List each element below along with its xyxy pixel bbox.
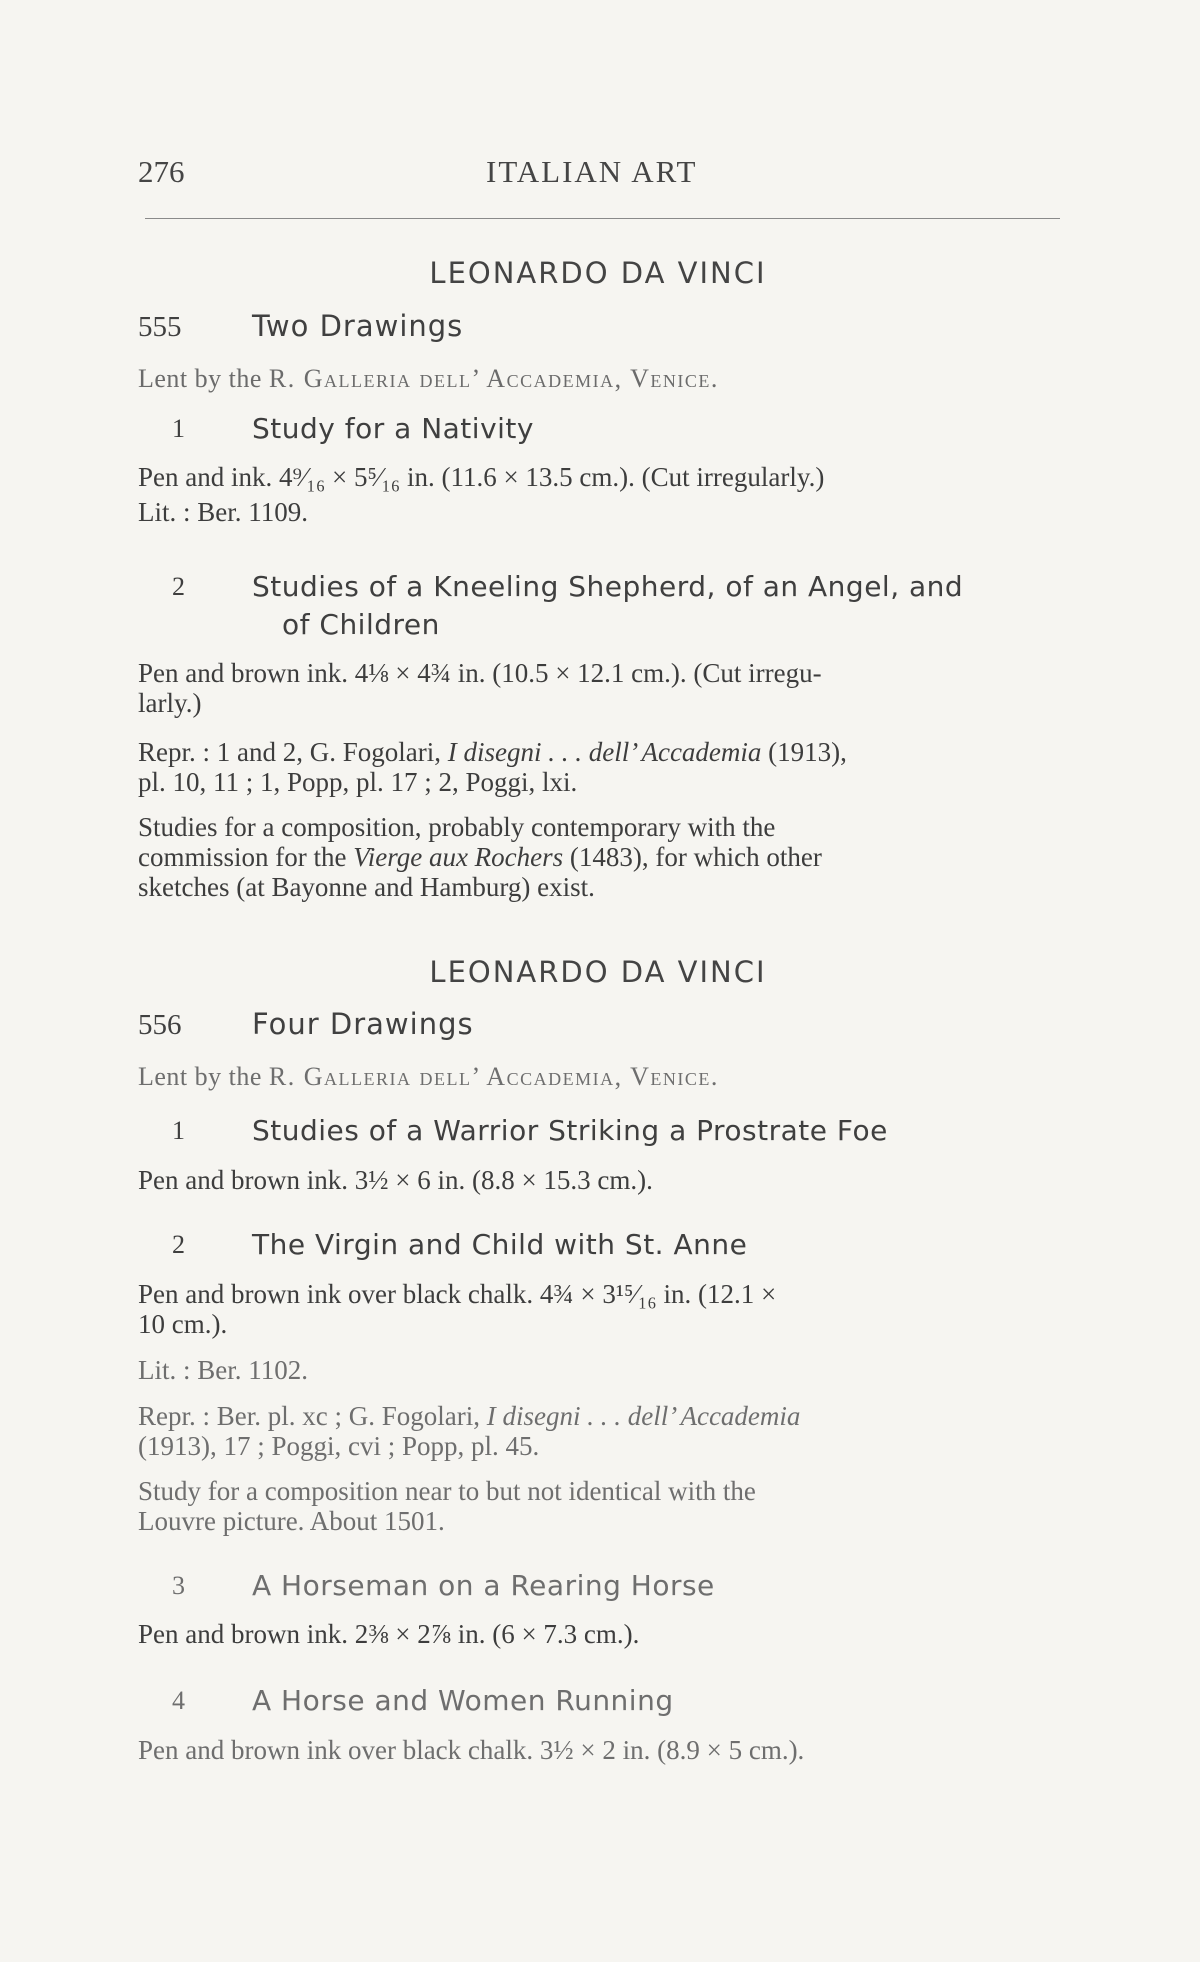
repr-title: I disegni . . . dell’ Accademia — [447, 737, 762, 767]
medium-line: Pen and brown ink over black chalk. 3½ × 2 in. (8.9 × 5 cm.). — [138, 1735, 805, 1765]
sub-item-number: 1 — [172, 414, 185, 443]
catalogue-title: Four Drawings — [252, 1007, 474, 1041]
running-header — [138, 154, 1058, 194]
note-line — [138, 842, 1058, 872]
note-line: Studies for a composition, probably contemporary with the — [138, 812, 776, 842]
sub-item-heading — [138, 568, 1058, 648]
medium-line: Pen and brown ink. 4⅛ × 4¾ in. (10.5 × 12.1 cm.). (Cut irregu- — [138, 658, 822, 688]
catalogue-title: Two Drawings — [252, 309, 464, 343]
medium-line: larly.) — [138, 688, 202, 718]
catalogue-number: 555 — [138, 311, 182, 343]
sub-item-number: 2 — [172, 1230, 185, 1259]
repr-text: Repr. : Ber. pl. xc ; G. Fogolari, — [138, 1401, 487, 1431]
sub-item-number: 2 — [172, 572, 185, 601]
sub-item-title: The Virgin and Child with St. Anne — [252, 1228, 748, 1261]
repr-title: I disegni . . . dell’ Accademia — [486, 1401, 801, 1431]
sub-item-title: A Horseman on a Rearing Horse — [252, 1569, 715, 1602]
lender-name: R. Galleria dell’ Accademia, Venice. — [268, 364, 719, 393]
sub-item-title-line: of Children — [282, 608, 440, 641]
page-number: 276 — [138, 154, 185, 189]
sub-item-title-line: Studies of a Kneeling Shepherd, of an Angel, and — [252, 570, 964, 603]
medium-line: Pen and brown ink. 3½ × 6 in. (8.8 × 15.3 cm.). — [138, 1165, 653, 1195]
sub-item-heading — [138, 1567, 1058, 1607]
literature-line: Lit. : Ber. 1109. — [138, 497, 308, 527]
sub-item-title: A Horse and Women Running — [252, 1684, 674, 1717]
artist-heading: LEONARDO DA VINCI — [429, 955, 767, 989]
note-line: Louvre picture. About 1501. — [138, 1506, 445, 1536]
medium-line: Pen and brown ink over black chalk. 4¾ × 3¹⁵⁄₁₆ in. (12.1 × — [138, 1279, 777, 1309]
medium-line: 10 cm.). — [138, 1309, 228, 1339]
lender-prefix: Lent by the — [138, 1062, 269, 1091]
sub-item-title: Study for a Nativity — [252, 412, 534, 445]
note-title: Vierge aux Rochers — [353, 842, 564, 872]
reproduction-line — [138, 737, 1058, 767]
lender-line — [138, 364, 1058, 394]
medium-line: Pen and ink. 4⁹⁄₁₆ × 5⁵⁄₁₆ in. (11.6 × 13.5 cm.). (Cut irregularly.) — [138, 462, 825, 492]
lender-line — [138, 1062, 1058, 1092]
note-text: commission for the — [138, 842, 354, 872]
sub-item-heading — [138, 410, 1058, 450]
running-title: ITALIAN ART — [486, 154, 698, 189]
catalogue-entry-heading — [138, 308, 1058, 344]
medium-line: Pen and brown ink. 2⅜ × 2⅞ in. (6 × 7.3 cm.). — [138, 1619, 640, 1649]
repr-text: (1913), — [761, 737, 847, 767]
reproduction-line — [138, 1401, 1058, 1431]
literature-line: Lit. : Ber. 1102. — [138, 1355, 308, 1385]
sub-item-number: 4 — [172, 1686, 185, 1715]
catalogue-number: 556 — [138, 1009, 182, 1041]
sub-item-title: Studies of a Warrior Striking a Prostrate Foe — [252, 1114, 888, 1147]
sub-item-number: 1 — [172, 1116, 185, 1145]
header-rule — [145, 218, 1060, 219]
note-line: Study for a composition near to but not identical with the — [138, 1476, 756, 1506]
repr-text: Repr. : 1 and 2, G. Fogolari, — [138, 737, 448, 767]
sub-item-heading — [138, 1682, 1058, 1722]
lender-name: R. Galleria dell’ Accademia, Venice. — [268, 1062, 719, 1091]
note-text: (1483), for which other — [563, 842, 822, 872]
artist-heading: LEONARDO DA VINCI — [429, 256, 767, 290]
note-line: sketches (at Bayonne and Hamburg) exist. — [138, 872, 595, 902]
sub-item-heading — [138, 1112, 1058, 1152]
sub-item-title-block — [252, 568, 1062, 644]
catalogue-entry-heading — [138, 1006, 1058, 1042]
reproduction-line: pl. 10, 11 ; 1, Popp, pl. 17 ; 2, Poggi, lxi. — [138, 767, 578, 797]
sub-item-heading — [138, 1226, 1058, 1266]
sub-item-number: 3 — [172, 1571, 185, 1600]
reproduction-line: (1913), 17 ; Poggi, cvi ; Popp, pl. 45. — [138, 1431, 540, 1461]
lender-prefix: Lent by the — [138, 364, 269, 393]
